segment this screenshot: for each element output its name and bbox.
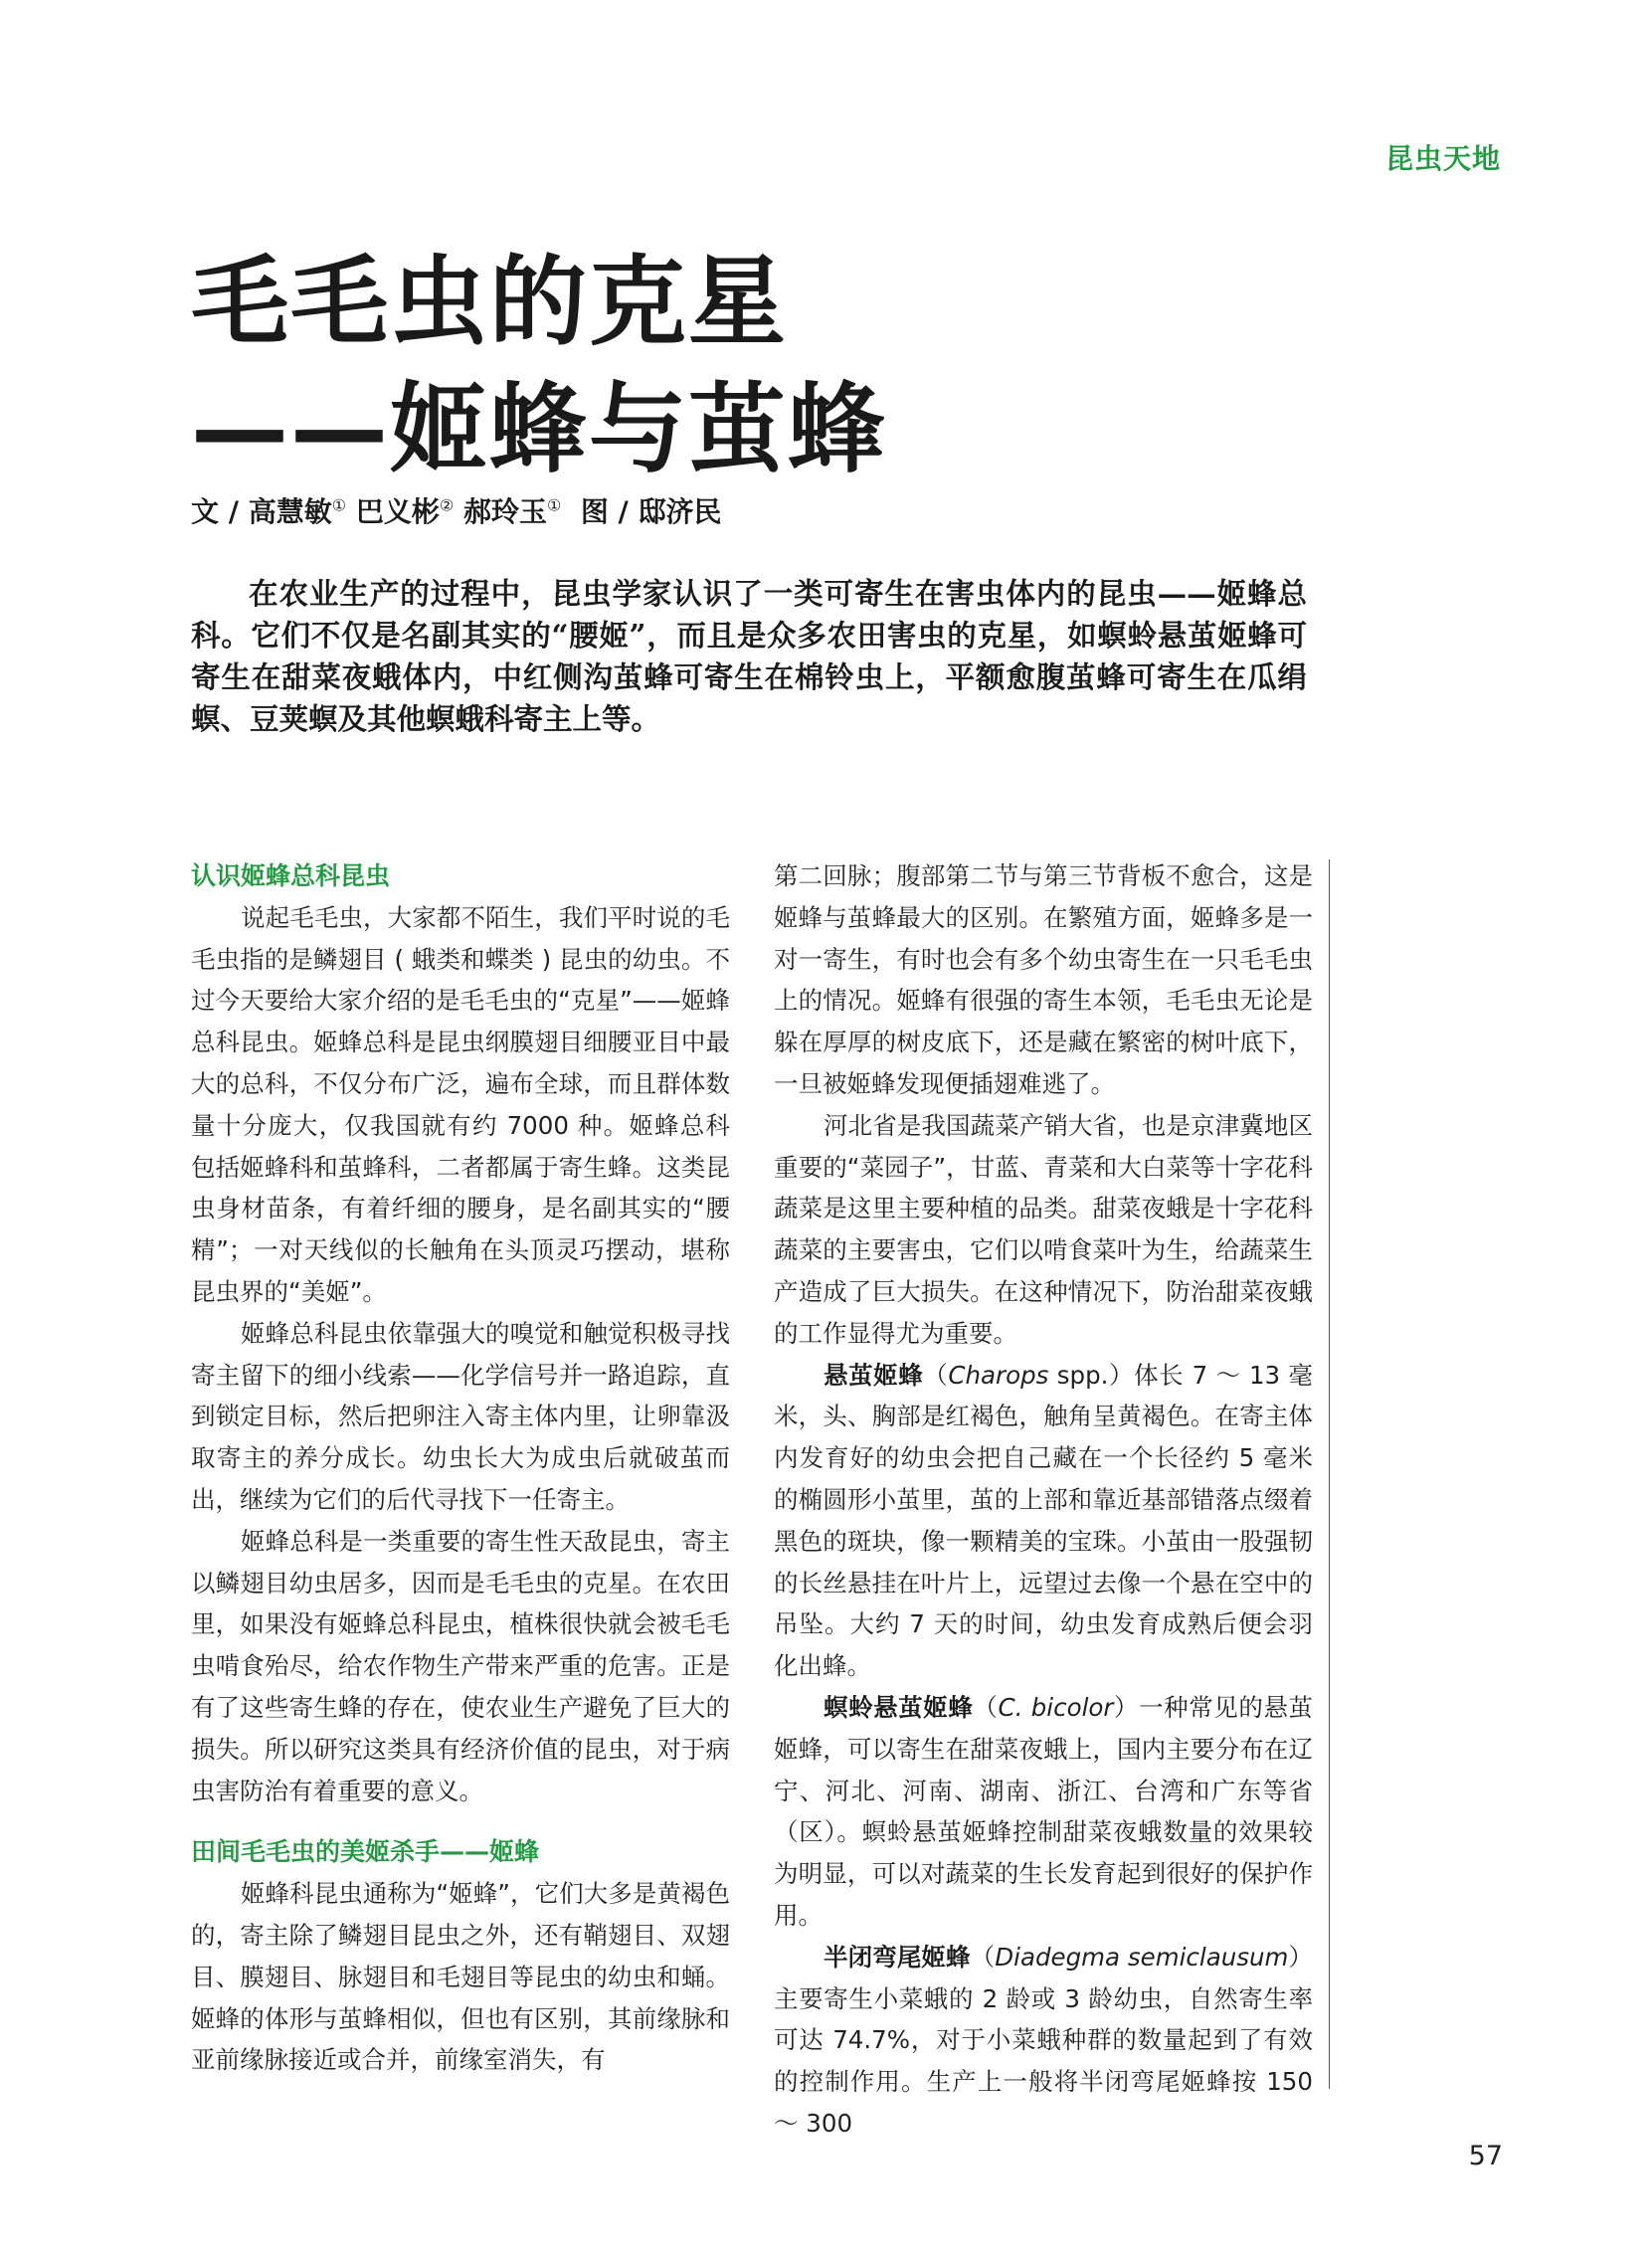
paren: （: [970, 1942, 996, 1972]
author-1-mark: ①: [331, 495, 347, 515]
section-heading-2: 田间毛毛虫的美姬杀手——姬蜂: [191, 1837, 540, 1867]
right-column: [774, 855, 1313, 2145]
paragraph: [774, 1355, 1313, 1687]
left-column: [191, 855, 730, 2081]
species-term: 螟蛉悬茧姬蜂: [824, 1692, 974, 1722]
paragraph: 河北省是我国蔬菜产销大省，也是京津冀地区重要的“菜园子”，甘蓝、青菜和大白菜等十字花科蔬菜是这里主要种植的品类。甜菜夜蛾是十字花科蔬菜的主要害虫，它们以啃食菜叶为生，给蔬菜生产造成了巨大损失。在这种情况下，防治甜菜夜蛾的工作显得尤为重要。: [774, 1110, 1313, 1348]
paragraph: 第二回脉；腹部第二节与第三节背板不愈合，这是姬蜂与茧蜂最大的区别。在繁殖方面，姬蜂多是一对一寄生，有时也会有多个幼虫寄生在一只毛毛虫上的情况。姬蜂有很强的寄生本领，毛毛虫无论是躲在厚厚的树皮底下，还是藏在繁密的树叶底下，一旦被姬蜂发现便插翅难逃了。: [774, 861, 1313, 1098]
author-3-mark: ①: [546, 495, 562, 515]
section-heading-1: 认识姬蜂总科昆虫: [191, 861, 391, 890]
illustrator-label: 图 /: [580, 495, 639, 528]
illustrator: 邸济民: [638, 495, 722, 528]
paren: （: [973, 1692, 999, 1722]
byline: [191, 490, 722, 530]
author-3: 郝玲玉: [462, 495, 547, 528]
species-term: 半闭弯尾姬蜂: [824, 1942, 971, 1972]
paren: （: [923, 1360, 949, 1390]
paragraph: [774, 1937, 1313, 2145]
paragraph: 说起毛毛虫，大家都不陌生，我们平时说的毛毛虫指的是鳞翅目 ( 蛾类和蝶类 ) 昆虫的幼虫。不过今天要给大家介绍的是毛毛虫的“克星”——姬蜂总科昆虫。姬蜂总科是昆虫纲膜翅目细腰亚目中最大的总科，不仅分布广泛，遍布全球，而且群体数量十分庞大，仅我国就有约 7000 种。姬蜂总科包括姬蜂科和茧蜂科，二者都属于寄生蜂。这类昆虫身材苗条，有着纤细的腰身，是名副其实的“腰精”；一对天线似的长触角在头顶灵巧摆动，堪称昆虫界的“美姬”。: [191, 902, 730, 1306]
page-number: 57: [1468, 2141, 1503, 2171]
author-2: 巴义彬: [355, 495, 440, 528]
column-divider: [1329, 859, 1330, 2089]
paragraph: [774, 1687, 1313, 1937]
title-line-2: ——姬蜂与茧蜂: [191, 373, 888, 486]
paragraph: 姬蜂总科昆虫依靠强大的嗅觉和触觉积极寻找寄主留下的细小线索——化学信号并一路追踪，直到锁定目标，然后把卵注入寄主体内里，让卵靠汲取寄主的养分成长。幼虫长大为成虫后就破茧而出，继续为它们的后代寻找下一任寄主。: [191, 1318, 730, 1514]
latin-name: Diadegma semiclausum: [995, 1942, 1289, 1972]
author-1: 高慧敏: [248, 495, 332, 528]
paragraph-text: ）主要寄生小菜蛾的 2 龄或 3 龄幼虫，自然寄生率可达 74.7%，对于小菜蛾种群的数量起到了有效的控制作用。生产上一般将半闭弯尾姬蜂按 150 ～ 300: [774, 1942, 1313, 2138]
paragraph: 姬蜂总科是一类重要的寄生性天敌昆虫，寄主以鳞翅目幼虫居多，因而是毛毛虫的克星。在农田里，如果没有姬蜂总科昆虫，植株很快就会被毛毛虫啃食殆尽，给农作物生产带来严重的危害。正是有了这些寄生蜂的存在，使农业生产避免了巨大的损失。所以研究这类具有经济价值的昆虫，对于病虫害防治有着重要的意义。: [191, 1526, 730, 1805]
species-term: 悬茧姬蜂: [824, 1360, 924, 1390]
paragraph-text: spp.）体长 7 ～ 13 毫米，头、胸部是红褐色，触角呈黄褐色。在寄主体内发育好的幼虫会把自己藏在一个长径约 5 毫米的椭圆形小茧里，茧的上部和靠近基部错落点缀着黑色的斑块，像一颗精美的宝珠。小茧由一股强韧的长丝悬挂在叶片上，远望过去像一个悬在空中的吊坠。大约 7 天的时间，幼虫发育成熟后便会羽化出蜂。: [774, 1360, 1314, 1681]
byline-prefix: 文 /: [191, 495, 249, 528]
title-line-1: 毛毛虫的克星: [191, 246, 789, 359]
article-title: [191, 239, 1384, 493]
latin-name: C. bicolor: [998, 1692, 1114, 1722]
paragraph: 姬蜂科昆虫通称为“姬蜂”，它们大多是黄褐色的，寄主除了鳞翅目昆虫之外，还有鞘翅目、双翅目、膜翅目、脉翅目和毛翅目等昆虫的幼虫和蛹。姬蜂的体形与茧蜂相似，但也有区别，其前缘脉和亚前缘脉接近或合并，前缘室消失，有: [191, 1879, 730, 2075]
author-2-mark: ②: [439, 495, 455, 515]
lead-paragraph: 在农业生产的过程中，昆虫学家认识了一类可寄生在害虫体内的昆虫——姬蜂总科。它们不仅是名副其实的“腰姬”，而且是众多农田害虫的克星，如螟蛉悬茧姬蜂可寄生在甜菜夜蛾体内，中红侧沟茧蜂可寄生在棉铃虫上，平额愈腹茧蜂可寄生在瓜绢螟、豆荚螟及其他螟蛾科寄主上等。: [191, 576, 1307, 736]
latin-name: Charops: [948, 1360, 1049, 1390]
section-tag: 昆虫天地: [1384, 142, 1501, 175]
paragraph-text: ）一种常见的悬茧姬蜂，可以寄生在甜菜夜蛾上，国内主要分布在辽宁、河北、河南、湖南、浙江、台湾和广东等省（区）。螟蛉悬茧姬蜂控制甜菜夜蛾数量的效果较为明显，可以对蔬菜的生长发育起到很好的保护作用。: [774, 1692, 1314, 1930]
